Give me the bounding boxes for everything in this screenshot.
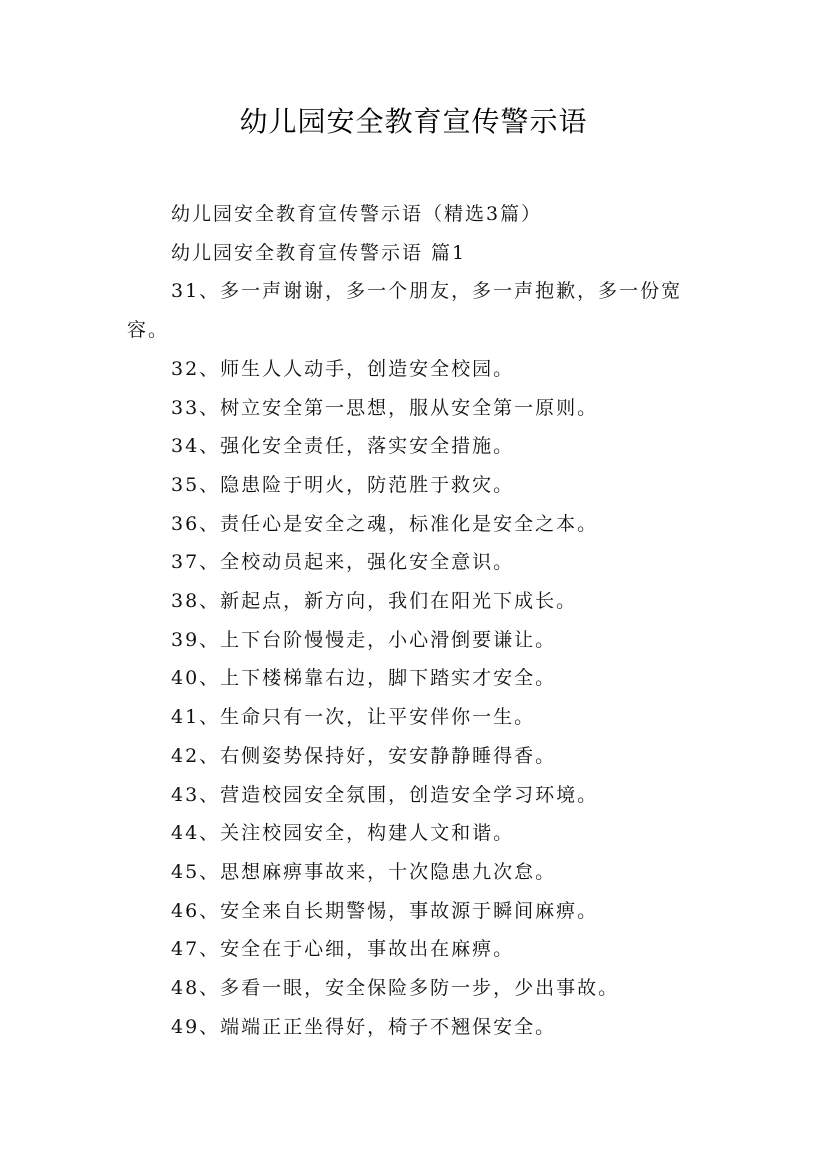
paragraph: 32、师生人人动手，创造安全校园。 [171,357,515,380]
paragraph: 幼儿园安全教育宣传警示语 篇1 [171,241,467,264]
paragraph: 36、责任心是安全之魂，标准化是安全之本。 [171,512,599,535]
paragraph: 49、端端正正坐得好，椅子不翘保安全。 [171,1015,557,1038]
paragraph: 31、多一声谢谢，多一个朋友，多一声抱歉，多一份宽容。 [127,280,683,342]
paragraph: 35、隐患险于明火，防范胜于救灾。 [171,473,515,496]
paragraph: 44、关注校园安全，构建人文和谐。 [171,822,515,845]
document-title: 幼儿园安全教育宣传警示语 [239,105,588,138]
paragraph: 39、上下台阶慢慢走，小心滑倒要谦让。 [171,628,557,651]
paragraph: 45、思想麻痹事故来，十次隐患九次怠。 [171,860,557,883]
paragraph: 41、生命只有一次，让平安伴你一生。 [171,706,536,729]
paragraph: 40、上下楼梯靠右边，脚下踏实才安全。 [171,667,557,690]
paragraph: 34、强化安全责任，落实安全措施。 [171,435,515,458]
document-body [127,195,717,1046]
paragraph: 42、右侧姿势保持好，安安静静睡得香。 [171,744,557,767]
paragraph: 43、营造校园安全氛围，创造安全学习环境。 [171,783,599,806]
paragraph: 33、树立安全第一思想，服从安全第一原则。 [171,396,599,419]
paragraph: 47、安全在于心细，事故出在麻痹。 [171,938,515,961]
paragraph: 37、全校动员起来，强化安全意识。 [171,551,515,574]
paragraph: 46、安全来自长期警惕，事故源于瞬间麻痹。 [171,899,599,922]
paragraph: 48、多看一眼，安全保险多防一步，少出事故。 [171,977,620,1000]
paragraph: 38、新起点，新方向，我们在阳光下成长。 [171,590,578,613]
paragraph: 幼儿园安全教育宣传警示语（精选3篇） [171,203,543,225]
